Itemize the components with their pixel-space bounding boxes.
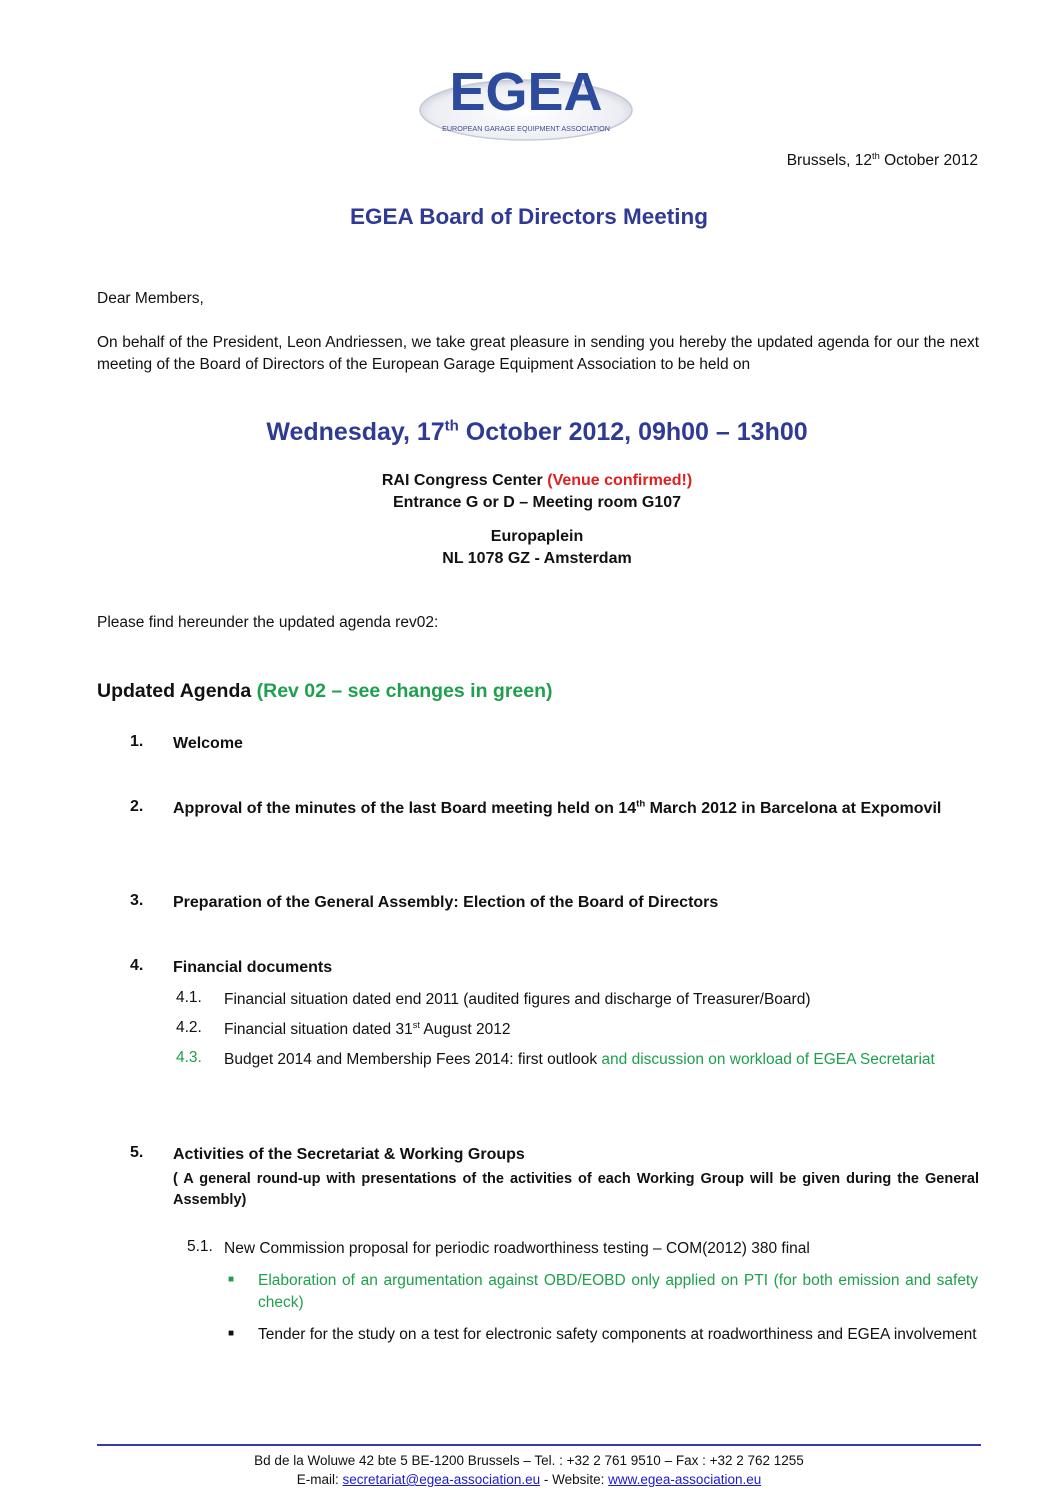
subitem-financial-2011: Financial situation dated end 2011 (audited figures and discharge of Treasurer/Board) <box>224 991 811 1008</box>
bullet-obd-argumentation: Elaboration of an argumentation against OBD/EOBD only applied on PTI (for both emission and safety check) <box>258 1272 978 1311</box>
logo-text: EGEA <box>449 62 603 122</box>
changed-text: and discussion on workload of EGEA Secretariat <box>601 1051 935 1068</box>
item-number: 5. <box>130 1144 144 1161</box>
subitem-number: 4.2. <box>176 1019 202 1036</box>
meeting-date: Wednesday, 17th October 2012, 09h00 – 13h00 <box>266 417 808 446</box>
agenda-heading: Updated Agenda (Rev 02 – see changes in green) <box>97 680 553 702</box>
subitem-number: 4.1. <box>176 989 202 1006</box>
item-number: 3. <box>130 892 144 909</box>
item-number: 1. <box>130 733 144 750</box>
logo-subtitle: EUROPEAN GARAGE EQUIPMENT ASSOCIATION <box>442 124 610 133</box>
footer-address: Bd de la Woluwe 42 bte 5 BE-1200 Brussels – Tel. : +32 2 761 9510 – Fax : +32 2 762 1255 <box>254 1453 804 1468</box>
item-secretariat-activities: Activities of the Secretariat & Working Groups <box>173 1146 525 1163</box>
subitem-financial-2012: Financial situation dated 31st August 2012 <box>224 1019 511 1038</box>
footer-divider <box>97 1444 981 1446</box>
item-note: ( A general round-up with presentations of the activities of each Working Group will be given during the General Assembly) <box>173 1171 979 1208</box>
subitem-commission-proposal: New Commission proposal for periodic roadworthiness testing – COM(2012) 380 final <box>224 1240 810 1257</box>
letter-date: Brussels, 12th October 2012 <box>786 150 978 169</box>
item-number: 2. <box>130 798 144 815</box>
item-approval-minutes: Approval of the minutes of the last Board meeting held on 14th March 2012 in Barcelona at Expomovil <box>173 798 942 817</box>
item-financial-documents: Financial documents <box>173 959 333 976</box>
agenda-heading-note: (Rev 02 – see changes in green) <box>256 680 553 702</box>
city-line: NL 1078 GZ - Amsterdam <box>442 550 632 567</box>
website-link[interactable]: www.egea-association.eu <box>608 1472 762 1487</box>
street-line: Europaplein <box>490 528 584 545</box>
entrance-line: Entrance G or D – Meeting room G107 <box>392 494 682 511</box>
page-title: EGEA Board of Directors Meeting <box>350 204 708 229</box>
subitem-number: 5.1. <box>187 1238 213 1255</box>
item-welcome: Welcome <box>173 735 243 752</box>
item-number: 4. <box>130 957 144 974</box>
venue-status: (Venue confirmed!) <box>547 472 693 489</box>
greeting: Dear Members, <box>97 290 204 307</box>
bullet-icon: ■ <box>228 1274 235 1285</box>
email-link[interactable]: secretariat@egea-association.eu <box>342 1472 541 1487</box>
subitem-number: 4.3. <box>176 1049 202 1066</box>
subitem-budget-2014: Budget 2014 and Membership Fees 2014: first outlook and discussion on workload of EGEA Secretariat <box>224 1051 935 1068</box>
egea-logo <box>418 58 634 144</box>
agenda-intro: Please find hereunder the updated agenda rev02: <box>97 614 439 631</box>
bullet-tender-study: Tender for the study on a test for electronic safety components at roadworthiness and EGEA involvement <box>258 1326 977 1343</box>
footer-contact: E-mail: secretariat@egea-association.eu - Website: www.egea-association.eu <box>296 1472 762 1487</box>
item-general-assembly: Preparation of the General Assembly: Election of the Board of Directors <box>173 894 719 911</box>
bullet-icon: ■ <box>228 1328 235 1339</box>
venue-line: RAI Congress Center (Venue confirmed!) <box>381 472 693 489</box>
intro-paragraph: On behalf of the President, Leon Andriessen, we take great pleasure in sending you hereby the updated agenda for our the next meeting of the Board of Directors of the European Garage Equipment Association to be held on <box>97 334 979 373</box>
